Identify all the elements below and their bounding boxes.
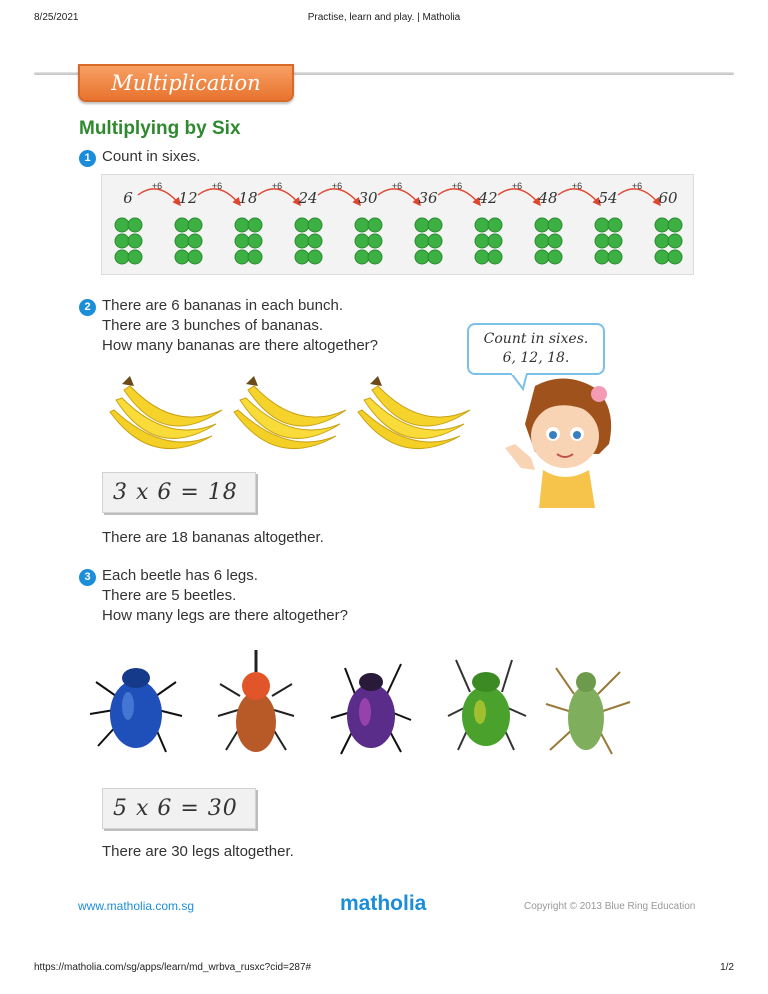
green-dot <box>428 250 442 264</box>
green-dot <box>668 234 682 248</box>
equation-box-bananas: 3 x 6 = 18 <box>102 472 256 513</box>
green-dot <box>115 234 129 248</box>
green-dot <box>115 250 129 264</box>
dot-group <box>175 218 202 264</box>
green-dot <box>295 234 309 248</box>
beetle-icon <box>331 664 411 754</box>
green-dot <box>535 234 549 248</box>
step-label: +6 <box>211 181 223 191</box>
print-date: 8/25/2021 <box>34 12 79 23</box>
green-dot <box>235 250 249 264</box>
green-dot <box>128 234 142 248</box>
green-dot <box>488 234 502 248</box>
step-label: +6 <box>151 181 163 191</box>
green-dot <box>235 218 249 232</box>
step-arrow <box>198 189 240 205</box>
step-arrow <box>438 189 480 205</box>
green-dot <box>368 250 382 264</box>
question-1-text: Count in sixes. <box>102 148 201 165</box>
dot-group <box>115 218 142 264</box>
beetles-image <box>86 636 646 776</box>
green-dot <box>295 250 309 264</box>
question-3-line-2: There are 5 beetles. <box>102 587 237 604</box>
sequence-number: 30 <box>358 189 378 207</box>
green-dot <box>175 234 189 248</box>
green-dot <box>248 234 262 248</box>
green-dot <box>668 250 682 264</box>
green-dot <box>235 234 249 248</box>
dot-group <box>355 218 382 264</box>
question-2-answer: There are 18 bananas altogether. <box>102 529 324 546</box>
green-dot <box>535 218 549 232</box>
step-arrow <box>378 189 420 205</box>
step-label: +6 <box>331 181 343 191</box>
banana-bunches-image <box>104 370 474 456</box>
step-arrow <box>498 189 540 205</box>
green-dot <box>608 234 622 248</box>
sequence-number: 12 <box>178 189 198 207</box>
green-dot <box>608 250 622 264</box>
green-dot <box>415 218 429 232</box>
step-label: +6 <box>631 181 643 191</box>
question-3-line-1: Each beetle has 6 legs. <box>102 567 258 584</box>
green-dot <box>655 250 669 264</box>
dot-group <box>295 218 322 264</box>
green-dot <box>595 218 609 232</box>
green-dot <box>535 250 549 264</box>
green-dot <box>428 218 442 232</box>
beetle-icon <box>218 650 294 752</box>
banana-bunch-icon <box>358 376 470 449</box>
green-dot <box>475 234 489 248</box>
question-3-line-3: How many legs are there altogether? <box>102 607 348 624</box>
green-dot <box>655 218 669 232</box>
green-dot <box>355 218 369 232</box>
print-page-number: 1/2 <box>720 962 734 973</box>
green-dot <box>548 250 562 264</box>
green-dot <box>248 218 262 232</box>
question-3-answer: There are 30 legs altogether. <box>102 843 294 860</box>
green-dot <box>128 218 142 232</box>
print-page-title: Practise, learn and play. | Matholia <box>307 12 461 23</box>
question-3-badge: 3 <box>79 569 96 586</box>
question-2-line-1: There are 6 bananas in each bunch. <box>102 297 344 314</box>
green-dot <box>368 234 382 248</box>
beetle-icon <box>546 668 630 754</box>
green-dot <box>548 234 562 248</box>
dot-group <box>415 218 442 264</box>
speech-bubble-line-1: Count in sixes. <box>483 331 589 347</box>
count-in-sixes-strip <box>101 174 694 275</box>
green-dot <box>355 234 369 248</box>
green-dot <box>175 218 189 232</box>
step-label: +6 <box>511 181 523 191</box>
step-label: +6 <box>391 181 403 191</box>
step-arrow <box>618 189 660 205</box>
print-url: https://matholia.com/sg/apps/learn/md_wrbva_rusxc?cid=287# <box>34 962 312 973</box>
step-arrow <box>138 189 180 205</box>
green-dot <box>655 234 669 248</box>
green-dot <box>295 218 309 232</box>
green-dot <box>548 218 562 232</box>
green-dot <box>488 250 502 264</box>
banana-bunch-icon <box>110 376 222 449</box>
green-dot <box>248 250 262 264</box>
question-2-badge: 2 <box>79 299 96 316</box>
girl-character-icon <box>495 374 625 508</box>
sequence-number: 24 <box>298 189 318 207</box>
step-arrow <box>318 189 360 205</box>
sequence-number: 54 <box>598 189 618 207</box>
beetle-icon <box>90 668 182 752</box>
matholia-logo: matholia <box>340 892 427 915</box>
section-title: Multiplying by Six <box>79 118 241 139</box>
banana-bunch-icon <box>234 376 346 449</box>
copyright-text: Copyright © 2013 Blue Ring Education <box>524 901 696 912</box>
speech-bubble-line-2: 6, 12, 18. <box>502 350 570 366</box>
step-arrow <box>558 189 600 205</box>
step-arrow <box>258 189 300 205</box>
dot-group <box>475 218 502 264</box>
site-link[interactable]: www.matholia.com.sg <box>78 899 195 913</box>
sequence-number: 36 <box>418 189 438 207</box>
dot-group <box>535 218 562 264</box>
green-dot <box>595 234 609 248</box>
dot-group <box>595 218 622 264</box>
green-dot <box>488 218 502 232</box>
question-2-line-3: How many bananas are there altogether? <box>102 337 379 354</box>
green-dot <box>668 218 682 232</box>
green-dot <box>308 218 322 232</box>
dot-group <box>235 218 262 264</box>
green-dot <box>355 250 369 264</box>
green-dot <box>188 218 202 232</box>
sequence-number: 6 <box>123 189 133 207</box>
speech-bubble <box>467 323 605 375</box>
question-1-badge: 1 <box>79 150 96 167</box>
green-dot <box>115 218 129 232</box>
green-dot <box>415 250 429 264</box>
sequence-number: 18 <box>238 189 258 207</box>
green-dot <box>608 218 622 232</box>
equation-box-beetles: 5 x 6 = 30 <box>102 788 256 829</box>
beetle-icon <box>448 660 526 750</box>
green-dot <box>475 218 489 232</box>
green-dot <box>415 234 429 248</box>
sequence-number: 42 <box>478 189 498 207</box>
green-dot <box>595 250 609 264</box>
green-dot <box>188 250 202 264</box>
green-dot <box>475 250 489 264</box>
topic-banner: Multiplication <box>78 64 294 102</box>
step-label: +6 <box>571 181 583 191</box>
dot-group <box>655 218 682 264</box>
sequence-number: 48 <box>538 189 558 207</box>
skip-count-diagram <box>102 175 695 276</box>
green-dot <box>368 218 382 232</box>
step-label: +6 <box>271 181 283 191</box>
green-dot <box>175 250 189 264</box>
sequence-number: 60 <box>658 189 678 207</box>
green-dot <box>308 234 322 248</box>
green-dot <box>188 234 202 248</box>
green-dot <box>308 250 322 264</box>
step-label: +6 <box>451 181 463 191</box>
question-2-line-2: There are 3 bunches of bananas. <box>102 317 323 334</box>
green-dot <box>428 234 442 248</box>
green-dot <box>128 250 142 264</box>
